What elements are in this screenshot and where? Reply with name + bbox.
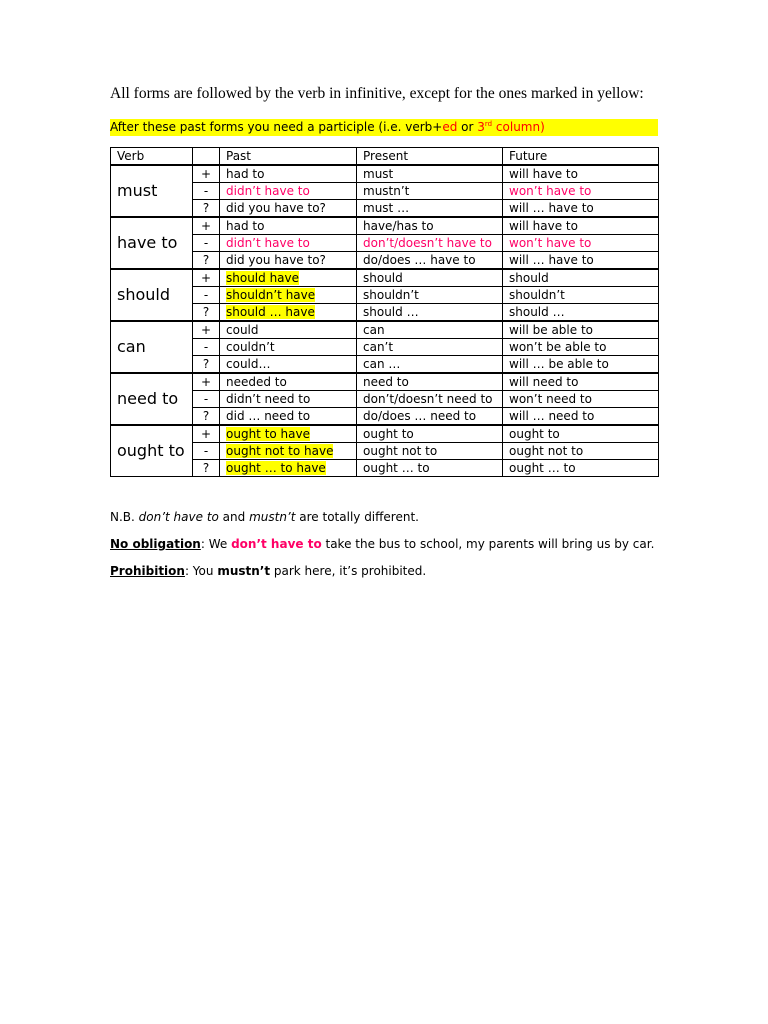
past-cell [220, 287, 357, 304]
past-form: ought … to have [226, 460, 326, 475]
no-obligation-label: No obligation [110, 537, 201, 551]
future-form: ought … to [509, 460, 576, 475]
future-cell [503, 235, 659, 252]
table-row [111, 287, 659, 304]
no-obligation-phrase: don’t have to [231, 537, 322, 551]
ordinal-suffix: rd [484, 120, 493, 128]
prohibition-note [110, 563, 670, 579]
future-form: shouldn’t [509, 287, 565, 302]
present-form: must … [363, 200, 410, 215]
future-cell [503, 252, 659, 270]
past-cell [220, 425, 357, 443]
nb-note [110, 509, 670, 525]
present-cell [357, 425, 503, 443]
header-symbol [193, 148, 220, 166]
past-form: didn’t have to [226, 235, 310, 250]
participle-note [110, 119, 658, 136]
past-form: didn’t have to [226, 183, 310, 198]
table-row [111, 321, 659, 339]
present-form: have/has to [363, 218, 434, 233]
form-symbol: + [193, 217, 220, 235]
form-symbol: - [193, 183, 220, 200]
future-cell [503, 356, 659, 374]
past-cell [220, 235, 357, 252]
future-cell [503, 443, 659, 460]
form-symbol: - [193, 443, 220, 460]
past-cell [220, 391, 357, 408]
future-cell [503, 373, 659, 391]
future-form: won’t need to [509, 391, 592, 406]
future-form: ought to [509, 426, 560, 441]
future-form: should [509, 270, 549, 285]
no-obligation-rest: take the bus to school, my parents will bring us by car. [321, 537, 655, 551]
verb-cell: must [111, 165, 193, 217]
future-form: will be able to [509, 322, 593, 337]
intro-text: All forms are followed by the verb in infinitive, except for the ones marked in yellow: [110, 85, 644, 102]
table-row [111, 269, 659, 287]
form-symbol: - [193, 339, 220, 356]
present-form: need to [363, 374, 409, 389]
past-form: could [226, 322, 259, 337]
past-cell [220, 269, 357, 287]
form-symbol: + [193, 321, 220, 339]
future-cell [503, 165, 659, 183]
future-cell [503, 217, 659, 235]
past-cell [220, 408, 357, 426]
past-form: did … need to [226, 408, 311, 423]
past-form: ought to have [226, 426, 310, 441]
present-cell [357, 217, 503, 235]
verb-cell: need to [111, 373, 193, 425]
table-row [111, 443, 659, 460]
past-form: could… [226, 356, 271, 371]
past-form: did you have to? [226, 252, 326, 267]
nb-suffix: are totally different. [295, 510, 419, 524]
future-form: will have to [509, 218, 578, 233]
past-form: should have [226, 270, 300, 285]
form-symbol: ? [193, 252, 220, 270]
past-cell [220, 252, 357, 270]
present-form: can … [363, 356, 401, 371]
past-form: ought not to have [226, 443, 334, 458]
past-form: should … have [226, 304, 315, 319]
form-symbol: + [193, 373, 220, 391]
table-row [111, 391, 659, 408]
present-form: ought to [363, 426, 414, 441]
present-cell [357, 252, 503, 270]
present-cell [357, 183, 503, 200]
future-cell [503, 287, 659, 304]
present-form: should … [363, 304, 419, 319]
past-cell [220, 356, 357, 374]
table-row [111, 252, 659, 270]
present-form: ought … to [363, 460, 430, 475]
present-form: don’t/doesn’t have to [363, 235, 492, 250]
table-row [111, 304, 659, 322]
present-form: ought not to [363, 443, 438, 458]
table-row [111, 235, 659, 252]
form-symbol: + [193, 425, 220, 443]
past-cell [220, 321, 357, 339]
verb-cell: can [111, 321, 193, 373]
nb-prefix: N.B. [110, 510, 139, 524]
present-cell [357, 443, 503, 460]
past-form: couldn’t [226, 339, 275, 354]
header-verb: Verb [111, 148, 193, 166]
future-form: will … have to [509, 200, 594, 215]
header-present: Present [357, 148, 503, 166]
past-cell [220, 200, 357, 218]
present-form: shouldn’t [363, 287, 419, 302]
table-row [111, 408, 659, 426]
future-form: will have to [509, 166, 578, 181]
present-cell [357, 304, 503, 322]
past-cell [220, 304, 357, 322]
present-cell [357, 200, 503, 218]
present-form: can’t [363, 339, 394, 354]
future-form: won’t have to [509, 235, 592, 250]
table-row [111, 373, 659, 391]
form-symbol: ? [193, 200, 220, 218]
header-future: Future [503, 148, 659, 166]
verb-cell: ought to [111, 425, 193, 477]
column-word: column) [492, 120, 545, 134]
future-cell [503, 339, 659, 356]
nb-term-dont-have-to: don’t have to [138, 510, 219, 524]
form-symbol: - [193, 391, 220, 408]
nb-and: and [218, 510, 250, 524]
form-symbol: - [193, 287, 220, 304]
past-cell [220, 373, 357, 391]
present-form: do/does … have to [363, 252, 476, 267]
present-cell [357, 165, 503, 183]
form-symbol: ? [193, 408, 220, 426]
third-number: 3 [477, 120, 485, 134]
present-cell [357, 391, 503, 408]
present-cell [357, 339, 503, 356]
table-row [111, 460, 659, 477]
past-form: did you have to? [226, 200, 326, 215]
past-cell [220, 183, 357, 200]
future-form: ought not to [509, 443, 584, 458]
table-row [111, 200, 659, 218]
present-form: mustn’t [363, 183, 410, 198]
table-row [111, 356, 659, 374]
header-past: Past [220, 148, 357, 166]
past-cell [220, 165, 357, 183]
future-cell [503, 183, 659, 200]
present-cell [357, 373, 503, 391]
past-form: didn’t need to [226, 391, 311, 406]
future-cell [503, 391, 659, 408]
form-symbol: ? [193, 460, 220, 477]
future-cell [503, 460, 659, 477]
modal-verbs-table [110, 147, 659, 477]
prohibition-lead: : You [184, 564, 218, 578]
table-row [111, 183, 659, 200]
table-row [111, 165, 659, 183]
past-cell [220, 339, 357, 356]
table-row [111, 339, 659, 356]
past-form: had to [226, 166, 265, 181]
future-cell [503, 408, 659, 426]
future-form: will … be able to [509, 356, 609, 371]
verb-cell: should [111, 269, 193, 321]
future-form: will … need to [509, 408, 595, 423]
present-form: can [363, 322, 385, 337]
present-cell [357, 321, 503, 339]
table-header-row [111, 148, 659, 166]
present-form: don’t/doesn’t need to [363, 391, 493, 406]
present-form: should [363, 270, 403, 285]
prohibition-phrase: mustn’t [217, 564, 271, 578]
present-cell [357, 356, 503, 374]
future-form: will need to [509, 374, 579, 389]
table-row [111, 217, 659, 235]
no-obligation-note [110, 536, 670, 552]
future-form: won’t be able to [509, 339, 607, 354]
present-cell [357, 269, 503, 287]
notes-section [110, 509, 670, 590]
participle-note-text: After these past forms you need a participle (i.e. verb+ [110, 120, 443, 134]
form-symbol: - [193, 235, 220, 252]
past-form: needed to [226, 374, 287, 389]
future-cell [503, 269, 659, 287]
present-form: do/does … need to [363, 408, 477, 423]
present-cell [357, 235, 503, 252]
table-row [111, 425, 659, 443]
present-cell [357, 460, 503, 477]
ed-suffix: ed [442, 120, 458, 134]
past-cell [220, 217, 357, 235]
verb-cell: have to [111, 217, 193, 269]
form-symbol: + [193, 269, 220, 287]
prohibition-rest: park here, it’s prohibited. [270, 564, 427, 578]
future-form: will … have to [509, 252, 594, 267]
form-symbol: ? [193, 304, 220, 322]
past-form: had to [226, 218, 265, 233]
nb-term-mustnt: mustn’t [249, 510, 296, 524]
future-form: won’t have to [509, 183, 592, 198]
future-cell [503, 321, 659, 339]
form-symbol: ? [193, 356, 220, 374]
future-cell [503, 425, 659, 443]
or-word: or [457, 120, 478, 134]
prohibition-label: Prohibition [110, 564, 185, 578]
no-obligation-lead: : We [200, 537, 232, 551]
past-cell [220, 460, 357, 477]
form-symbol: + [193, 165, 220, 183]
future-form: should … [509, 304, 565, 319]
present-cell [357, 408, 503, 426]
past-form: shouldn’t have [226, 287, 316, 302]
present-cell [357, 287, 503, 304]
past-cell [220, 443, 357, 460]
future-cell [503, 304, 659, 322]
present-form: must [363, 166, 394, 181]
future-cell [503, 200, 659, 218]
